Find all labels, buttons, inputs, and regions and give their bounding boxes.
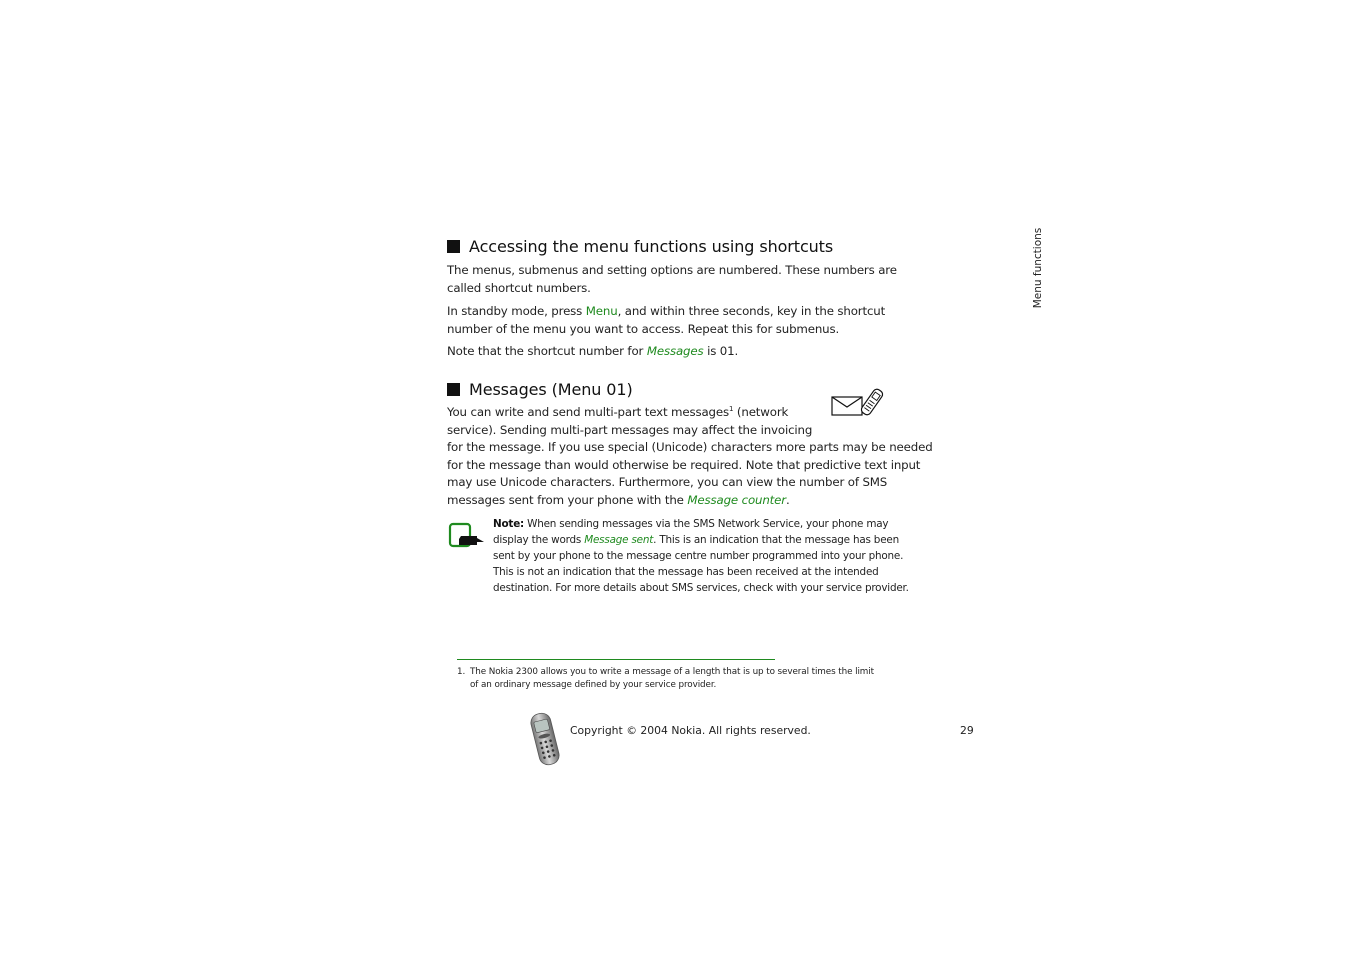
text-run: messages sent from your phone with the [447, 492, 688, 507]
text-line: number of the menu you want to access. Repeat this for submenus. [447, 321, 840, 336]
text-run: of an ordinary message defined by your service provider. [470, 680, 717, 690]
menu-key-label: Menu [585, 304, 618, 318]
footnote-reference: 1 [729, 405, 734, 413]
text-line: The menus, submenus and setting options are numbered. These numbers are [447, 263, 897, 277]
text-run: The Nokia 2300 allows you to write a message of a length that is up to several times the limit [470, 667, 874, 677]
shortcut-paragraph-3 [447, 343, 738, 361]
side-tab-label: Menu functions [1032, 227, 1044, 309]
text-line: service). Sending multi-part messages may affect the invoicing [447, 422, 813, 437]
text-line: sent by your phone to the message centre number programmed into your phone. [493, 550, 904, 562]
section-heading-shortcuts [447, 237, 833, 256]
text-line [493, 532, 909, 548]
messages-paragraph [447, 404, 933, 510]
heading-bullet-icon [447, 240, 460, 253]
heading-text: Messages (Menu 01) [469, 380, 633, 399]
text-line: for the message than would otherwise be required. Note that predictive text input [447, 457, 921, 472]
message-counter-term: Message counter [687, 492, 786, 507]
text-line [447, 404, 933, 422]
text-line [447, 303, 885, 321]
section-heading-messages [447, 380, 633, 399]
note-hand-icon [447, 521, 485, 551]
text-line [447, 343, 738, 361]
copyright-notice: Copyright © 2004 Nokia. All rights reserved. [570, 724, 811, 737]
heading-bullet-icon [447, 383, 460, 396]
text-line [457, 679, 874, 692]
shortcut-paragraph-2 [447, 303, 885, 338]
note-label: Note: [493, 518, 525, 530]
note-block [493, 516, 909, 596]
text-line: may use Unicode characters. Furthermore, you can view the number of SMS [447, 475, 888, 490]
text-run: Note that the shortcut number for [447, 344, 647, 358]
text-line [457, 666, 874, 679]
text-run: . This is an indication that the message has been [653, 534, 899, 546]
side-tab [1030, 226, 1046, 310]
nokia-phone-icon [525, 711, 565, 767]
messages-term: Messages [646, 344, 704, 358]
footnote-divider [457, 659, 775, 660]
text-run: is 01. [703, 344, 739, 358]
text-run: When sending messages via the SMS Network Service, your phone may [524, 518, 889, 530]
page-number: 29 [960, 724, 974, 737]
text-run: In standby mode, press [447, 304, 586, 318]
text-line: This is not an indication that the message has been received at the intended [493, 566, 879, 578]
heading-text: Accessing the menu functions using shortcuts [469, 237, 834, 256]
text-run: , and within three seconds, key in the shortcut [617, 304, 886, 318]
text-run: . [785, 492, 790, 507]
message-sent-term: Message sent [584, 534, 654, 546]
shortcut-paragraph-1 [447, 262, 897, 297]
text-line: called shortcut numbers. [447, 280, 591, 295]
text-line [447, 492, 933, 510]
text-line [493, 516, 909, 532]
text-run: (network [733, 405, 789, 419]
text-run: display the words [493, 534, 585, 546]
text-line: for the message. If you use special (Unicode) characters more parts may be needed [447, 440, 933, 455]
text-run: You can write and send multi-part text messages [447, 405, 729, 419]
footnote-number: 1. [457, 667, 466, 677]
footnote [457, 666, 874, 692]
text-line: destination. For more details about SMS services, check with your service provider. [493, 582, 909, 594]
